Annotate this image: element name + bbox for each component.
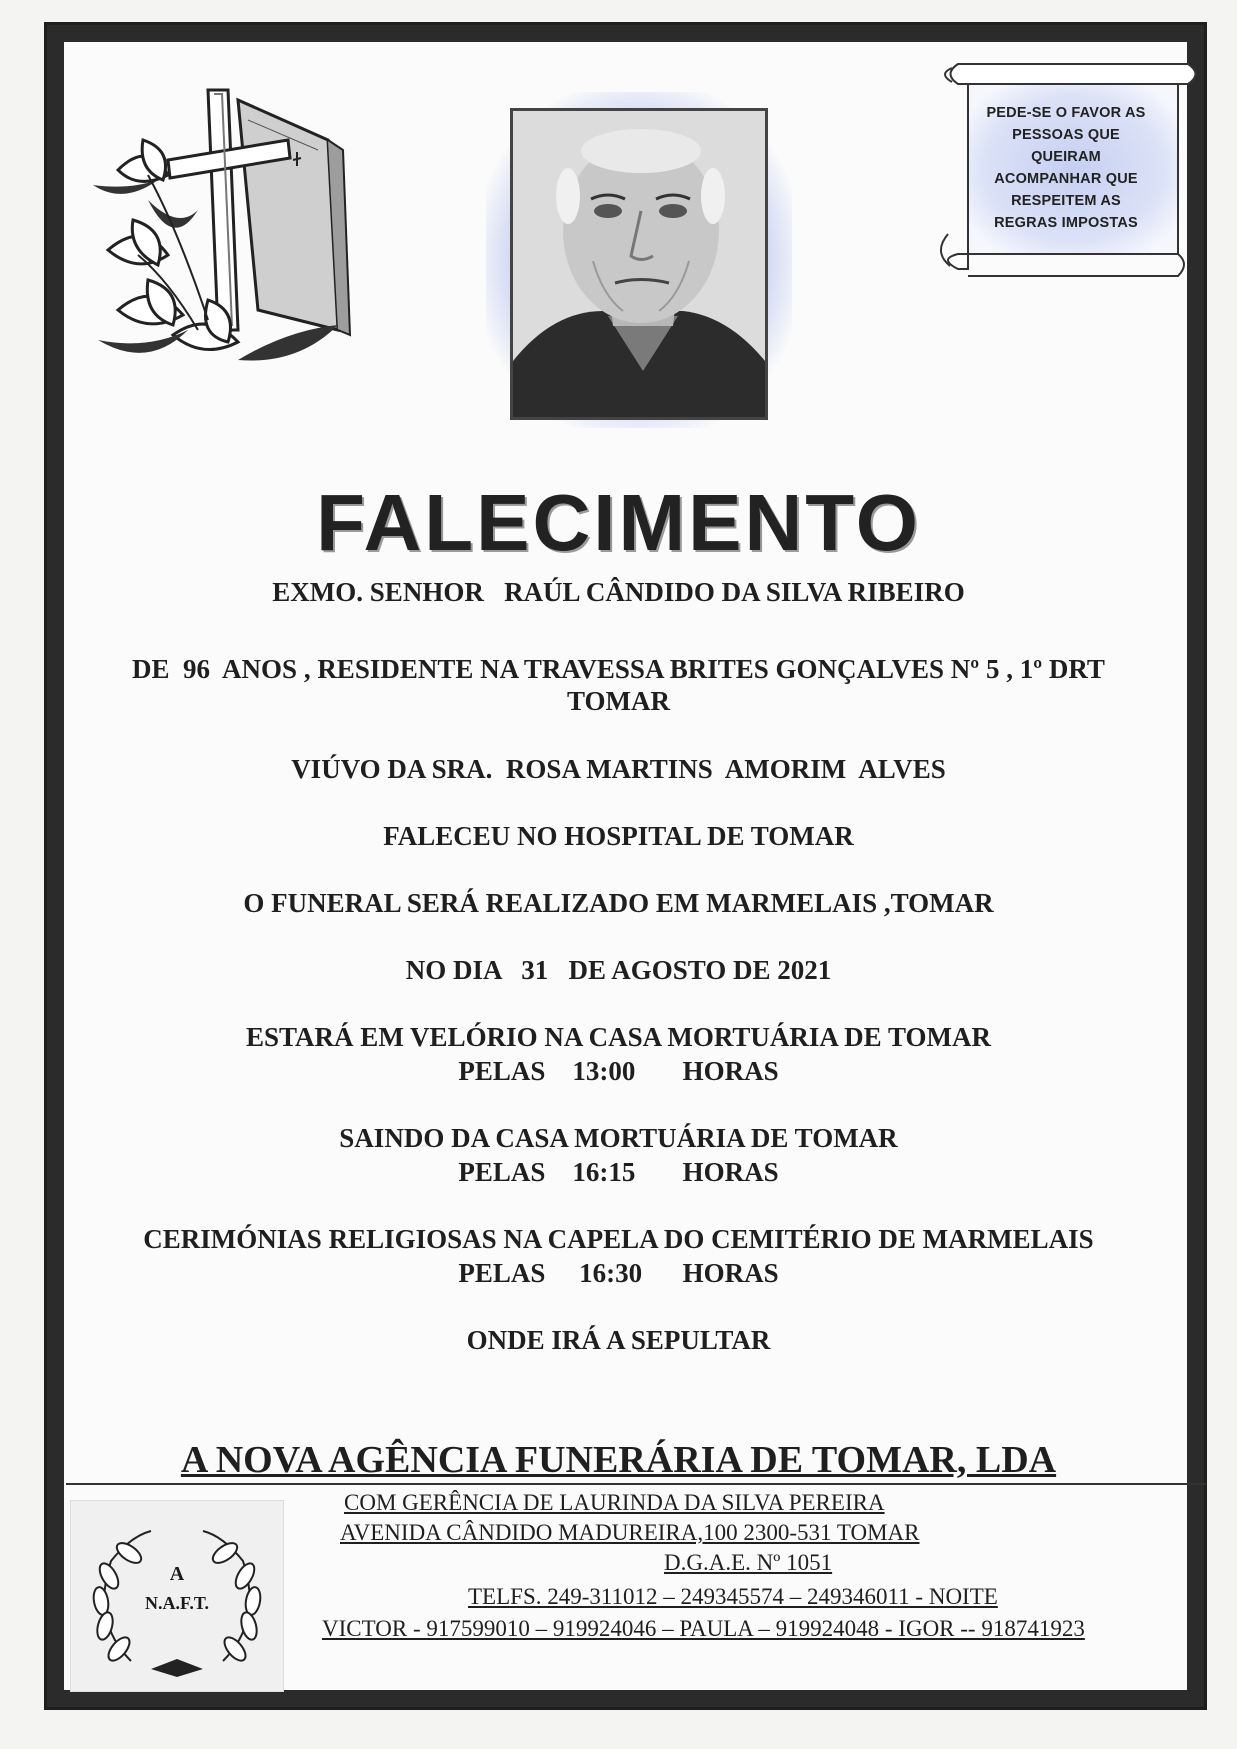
scroll-line: REGRAS IMPOSTAS (994, 215, 1138, 231)
death-place-line: FALECEU NO HOSPITAL DE TOMAR (383, 821, 854, 851)
spouse-line: VIÚVO DA SRA. ROSA MARTINS AMORIM ALVES (291, 754, 946, 784)
town-line: TOMAR (566, 686, 670, 716)
ceremony-time-line: PELAS 16:30 HORAS (458, 1258, 779, 1288)
wake-line: ESTARÁ EM VELÓRIO NA CASA MORTUÁRIA DE TOMAR (246, 1022, 991, 1052)
footer-divider (66, 1483, 1206, 1485)
agency-logo (70, 1500, 284, 1692)
agency-address: AVENIDA CÂNDIDO MADUREIRA,100 2300-531 TOMAR (340, 1520, 920, 1545)
logo-text: N.A.F.T. (144, 1593, 209, 1613)
agency-phones: TELFS. 249-311012 – 249345574 – 249346011 - NOITE (468, 1584, 998, 1609)
cross-lily-emblem-icon (88, 80, 378, 380)
scroll-line: QUEIRAM (1031, 149, 1101, 165)
departure-line: SAINDO DA CASA MORTUÁRIA DE TOMAR (339, 1123, 898, 1153)
scroll-notice-text (968, 102, 1164, 234)
page-title: FALECIMENTO (316, 478, 921, 567)
departure-time-line: PELAS 16:15 HORAS (458, 1157, 779, 1187)
age-residence-line: DE 96 ANOS , RESIDENTE NA TRAVESSA BRITES GONÇALVES Nº 5 , 1º DRT (132, 654, 1105, 684)
scroll-line: PEDE-SE O FAVOR AS (986, 105, 1146, 121)
name-line: EXMO. SENHOR RAÚL CÂNDIDO DA SILVA RIBEIRO (272, 577, 965, 607)
scroll-line: RESPEITEM AS (1011, 193, 1121, 209)
wake-time-line: PELAS 13:00 HORAS (458, 1056, 779, 1086)
agency-name: A NOVA AGÊNCIA FUNERÁRIA DE TOMAR, LDA (180, 1439, 1057, 1481)
funeral-date-line: NO DIA 31 DE AGOSTO DE 2021 (405, 955, 832, 985)
portrait-image-icon (513, 111, 765, 417)
funeral-place-line: O FUNERAL SERÁ REALIZADO EM MARMELAIS ,TOMAR (243, 888, 994, 918)
agency-night-contacts: VICTOR - 917599010 – 919924046 – PAULA – 919924048 - IGOR -- 918741923 (322, 1616, 1085, 1641)
agency-license: D.G.A.E. Nº 1051 (664, 1550, 833, 1575)
burial-line: ONDE IRÁ A SEPULTAR (466, 1325, 771, 1355)
scroll-line: ACOMPANHAR QUE (994, 171, 1138, 187)
ceremony-line: CERIMÓNIAS RELIGIOSAS NA CAPELA DO CEMITÉRIO DE MARMELAIS (143, 1224, 1094, 1254)
scroll-line: PESSOAS QUE (1012, 127, 1120, 143)
deceased-portrait (510, 108, 768, 420)
agency-management: COM GERÊNCIA DE LAURINDA DA SILVA PEREIRA (344, 1490, 885, 1515)
logo-letter: A (169, 1563, 185, 1585)
